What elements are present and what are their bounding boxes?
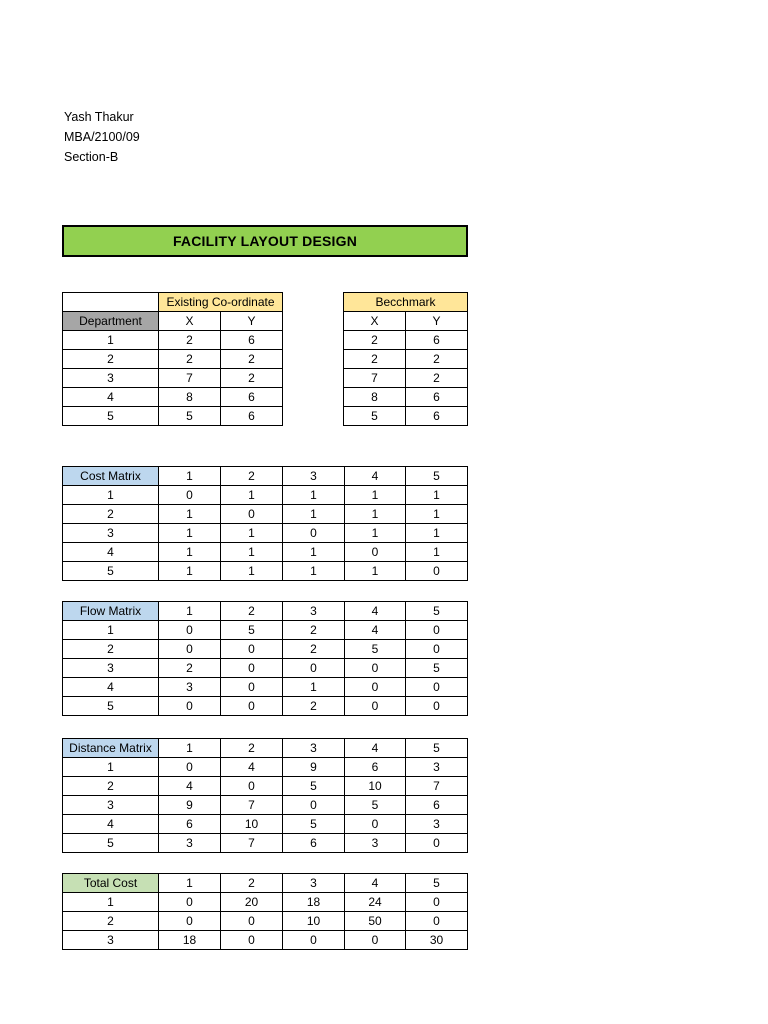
benchmark-x-header: X xyxy=(344,312,406,331)
matrix-header-row xyxy=(63,467,468,486)
department-cell: 5 xyxy=(63,407,159,426)
matrix-cell: 30 xyxy=(406,931,468,950)
matrix-cell: 5 xyxy=(345,796,406,815)
column-header: 2 xyxy=(221,467,283,486)
row-label: 4 xyxy=(63,678,159,697)
row-label: 3 xyxy=(63,796,159,815)
matrix-cell: 0 xyxy=(159,486,221,505)
column-header: 5 xyxy=(406,739,468,758)
spacer-cell xyxy=(283,293,344,312)
matrix-cell: 10 xyxy=(283,912,345,931)
existing-y-cell: 2 xyxy=(221,369,283,388)
matrix-cell: 0 xyxy=(221,678,283,697)
matrix-cell: 10 xyxy=(345,777,406,796)
benchmark-header: Becchmark xyxy=(344,293,468,312)
matrix-cell: 3 xyxy=(345,834,406,853)
matrix-cell: 6 xyxy=(406,796,468,815)
table-row xyxy=(63,777,468,796)
row-label: 2 xyxy=(63,912,159,931)
table-row xyxy=(63,678,468,697)
existing-y-cell: 2 xyxy=(221,350,283,369)
matrix-cell: 1 xyxy=(159,524,221,543)
benchmark-x-cell: 8 xyxy=(344,388,406,407)
existing-x-cell: 8 xyxy=(159,388,221,407)
matrix-cell: 2 xyxy=(283,621,345,640)
column-header: 5 xyxy=(406,602,468,621)
cost-matrix-table xyxy=(62,466,468,581)
department-cell: 1 xyxy=(63,331,159,350)
matrix-cell: 0 xyxy=(345,678,406,697)
department-cell: 3 xyxy=(63,369,159,388)
existing-y-cell: 6 xyxy=(221,407,283,426)
table-row xyxy=(63,505,468,524)
row-label: 4 xyxy=(63,815,159,834)
matrix-cell: 1 xyxy=(406,486,468,505)
matrix-cell: 0 xyxy=(221,659,283,678)
column-header: 1 xyxy=(159,739,221,758)
matrix-cell: 6 xyxy=(345,758,406,777)
benchmark-y-cell: 2 xyxy=(406,350,468,369)
existing-x-cell: 7 xyxy=(159,369,221,388)
matrix-cell: 0 xyxy=(159,893,221,912)
matrix-cell: 50 xyxy=(345,912,406,931)
matrix-cell: 0 xyxy=(345,543,406,562)
column-header: 1 xyxy=(159,874,221,893)
table-row xyxy=(63,758,468,777)
matrix-cell: 0 xyxy=(221,640,283,659)
matrix-cell: 9 xyxy=(159,796,221,815)
row-label: 5 xyxy=(63,697,159,716)
matrix-cell: 0 xyxy=(283,659,345,678)
matrix-cell: 5 xyxy=(283,815,345,834)
matrix-cell: 0 xyxy=(406,640,468,659)
matrix-cell: 9 xyxy=(283,758,345,777)
matrix-cell: 0 xyxy=(406,912,468,931)
table-row xyxy=(63,796,468,815)
row-label: 3 xyxy=(63,659,159,678)
coords-row xyxy=(63,407,468,426)
matrix-cell: 0 xyxy=(221,697,283,716)
department-cell: 4 xyxy=(63,388,159,407)
section-label: Section-B xyxy=(64,150,119,164)
matrix-cell: 0 xyxy=(406,562,468,581)
matrix-cell: 0 xyxy=(159,912,221,931)
matrix-cell: 1 xyxy=(159,505,221,524)
matrix-cell: 0 xyxy=(406,893,468,912)
coords-corner-cell xyxy=(63,293,159,312)
matrix-cell: 20 xyxy=(221,893,283,912)
row-label: 2 xyxy=(63,640,159,659)
matrix-cell: 0 xyxy=(159,758,221,777)
matrix-cell: 1 xyxy=(283,505,345,524)
spacer-cell xyxy=(283,350,344,369)
benchmark-x-cell: 7 xyxy=(344,369,406,388)
benchmark-y-cell: 6 xyxy=(406,331,468,350)
matrix-cell: 0 xyxy=(159,621,221,640)
table-row xyxy=(63,562,468,581)
row-label: 3 xyxy=(63,931,159,950)
coords-subheader-row xyxy=(63,312,468,331)
row-label: 1 xyxy=(63,893,159,912)
table-row xyxy=(63,640,468,659)
benchmark-y-header: Y xyxy=(406,312,468,331)
benchmark-x-cell: 5 xyxy=(344,407,406,426)
matrix-cell: 1 xyxy=(345,505,406,524)
matrix-cell: 0 xyxy=(345,815,406,834)
matrix-cell: 0 xyxy=(283,931,345,950)
matrix-cell: 2 xyxy=(283,640,345,659)
matrix-cell: 1 xyxy=(406,505,468,524)
cost-matrix-title: Cost Matrix xyxy=(63,467,159,486)
benchmark-y-cell: 2 xyxy=(406,369,468,388)
column-header: 2 xyxy=(221,739,283,758)
column-header: 1 xyxy=(159,602,221,621)
matrix-cell: 1 xyxy=(221,524,283,543)
matrix-cell: 1 xyxy=(221,562,283,581)
matrix-cell: 0 xyxy=(283,796,345,815)
spacer-cell xyxy=(283,312,344,331)
matrix-cell: 0 xyxy=(345,659,406,678)
matrix-cell: 0 xyxy=(221,505,283,524)
column-header: 3 xyxy=(283,467,345,486)
benchmark-y-cell: 6 xyxy=(406,388,468,407)
column-header: 4 xyxy=(345,739,406,758)
distance-matrix-title: Distance Matrix xyxy=(63,739,159,758)
matrix-cell: 1 xyxy=(345,562,406,581)
matrix-cell: 0 xyxy=(159,640,221,659)
coords-row xyxy=(63,350,468,369)
matrix-cell: 0 xyxy=(406,678,468,697)
spacer-cell xyxy=(283,407,344,426)
table-row xyxy=(63,893,468,912)
table-row xyxy=(63,697,468,716)
column-header: 4 xyxy=(345,874,406,893)
column-header: 2 xyxy=(221,602,283,621)
matrix-cell: 1 xyxy=(283,486,345,505)
matrix-cell: 0 xyxy=(221,912,283,931)
column-header: 2 xyxy=(221,874,283,893)
matrix-cell: 1 xyxy=(283,678,345,697)
matrix-cell: 7 xyxy=(221,796,283,815)
department-cell: 2 xyxy=(63,350,159,369)
matrix-cell: 3 xyxy=(406,815,468,834)
matrix-cell: 1 xyxy=(406,543,468,562)
existing-y-cell: 6 xyxy=(221,331,283,350)
table-row xyxy=(63,912,468,931)
column-header: 5 xyxy=(406,874,468,893)
matrix-cell: 6 xyxy=(159,815,221,834)
matrix-cell: 2 xyxy=(159,659,221,678)
matrix-cell: 0 xyxy=(406,621,468,640)
table-row xyxy=(63,659,468,678)
table-row xyxy=(63,834,468,853)
row-label: 1 xyxy=(63,486,159,505)
benchmark-x-cell: 2 xyxy=(344,331,406,350)
coords-row xyxy=(63,369,468,388)
existing-y-cell: 6 xyxy=(221,388,283,407)
spacer-cell xyxy=(283,388,344,407)
matrix-cell: 1 xyxy=(221,543,283,562)
author-info xyxy=(64,107,140,167)
coordinates-table xyxy=(62,292,468,426)
existing-x-header: X xyxy=(159,312,221,331)
row-label: 1 xyxy=(63,621,159,640)
existing-x-cell: 2 xyxy=(159,331,221,350)
row-label: 3 xyxy=(63,524,159,543)
coords-header-row xyxy=(63,293,468,312)
existing-y-header: Y xyxy=(221,312,283,331)
column-header: 1 xyxy=(159,467,221,486)
matrix-cell: 0 xyxy=(283,524,345,543)
table-row xyxy=(63,815,468,834)
table-row xyxy=(63,524,468,543)
matrix-cell: 10 xyxy=(221,815,283,834)
table-row xyxy=(63,543,468,562)
matrix-cell: 0 xyxy=(406,697,468,716)
row-label: 4 xyxy=(63,543,159,562)
matrix-cell: 7 xyxy=(406,777,468,796)
flow-matrix-title: Flow Matrix xyxy=(63,602,159,621)
matrix-cell: 7 xyxy=(221,834,283,853)
matrix-cell: 4 xyxy=(221,758,283,777)
matrix-header-row xyxy=(63,874,468,893)
column-header: 3 xyxy=(283,874,345,893)
matrix-cell: 1 xyxy=(221,486,283,505)
matrix-cell: 4 xyxy=(159,777,221,796)
matrix-cell: 0 xyxy=(406,834,468,853)
total-cost-matrix-table xyxy=(62,873,468,950)
department-header: Department xyxy=(63,312,159,331)
matrix-cell: 0 xyxy=(159,697,221,716)
matrix-cell: 2 xyxy=(283,697,345,716)
column-header: 3 xyxy=(283,602,345,621)
matrix-header-row xyxy=(63,602,468,621)
row-label: 1 xyxy=(63,758,159,777)
row-label: 5 xyxy=(63,834,159,853)
column-header: 4 xyxy=(345,602,406,621)
matrix-cell: 3 xyxy=(159,678,221,697)
matrix-cell: 0 xyxy=(345,931,406,950)
existing-x-cell: 2 xyxy=(159,350,221,369)
row-label: 2 xyxy=(63,777,159,796)
row-label: 5 xyxy=(63,562,159,581)
matrix-cell: 3 xyxy=(159,834,221,853)
flow-matrix-table xyxy=(62,601,468,716)
existing-coordinate-header: Existing Co-ordinate xyxy=(159,293,283,312)
matrix-cell: 18 xyxy=(283,893,345,912)
matrix-cell: 1 xyxy=(159,543,221,562)
matrix-cell: 3 xyxy=(406,758,468,777)
column-header: 4 xyxy=(345,467,406,486)
matrix-cell: 24 xyxy=(345,893,406,912)
matrix-cell: 0 xyxy=(221,931,283,950)
matrix-cell: 5 xyxy=(345,640,406,659)
matrix-cell: 0 xyxy=(345,697,406,716)
matrix-cell: 1 xyxy=(159,562,221,581)
coords-row xyxy=(63,388,468,407)
row-label: 2 xyxy=(63,505,159,524)
matrix-cell: 1 xyxy=(406,524,468,543)
matrix-cell: 4 xyxy=(345,621,406,640)
column-header: 3 xyxy=(283,739,345,758)
table-row xyxy=(63,931,468,950)
benchmark-y-cell: 6 xyxy=(406,407,468,426)
author-name: Yash Thakur xyxy=(64,110,134,124)
table-row xyxy=(63,486,468,505)
total-cost-matrix-title: Total Cost xyxy=(63,874,159,893)
matrix-cell: 5 xyxy=(221,621,283,640)
matrix-cell: 18 xyxy=(159,931,221,950)
coords-row xyxy=(63,331,468,350)
matrix-cell: 0 xyxy=(221,777,283,796)
matrix-cell: 1 xyxy=(345,524,406,543)
spacer-cell xyxy=(283,331,344,350)
matrix-cell: 6 xyxy=(283,834,345,853)
matrix-cell: 1 xyxy=(283,543,345,562)
benchmark-x-cell: 2 xyxy=(344,350,406,369)
table-row xyxy=(63,621,468,640)
column-header: 5 xyxy=(406,467,468,486)
spacer-cell xyxy=(283,369,344,388)
distance-matrix-table xyxy=(62,738,468,853)
matrix-cell: 1 xyxy=(283,562,345,581)
matrix-cell: 5 xyxy=(406,659,468,678)
existing-x-cell: 5 xyxy=(159,407,221,426)
matrix-cell: 5 xyxy=(283,777,345,796)
matrix-header-row xyxy=(63,739,468,758)
roll-number: MBA/2100/09 xyxy=(64,130,140,144)
matrix-cell: 1 xyxy=(345,486,406,505)
page-title: FACILITY LAYOUT DESIGN xyxy=(62,225,468,257)
